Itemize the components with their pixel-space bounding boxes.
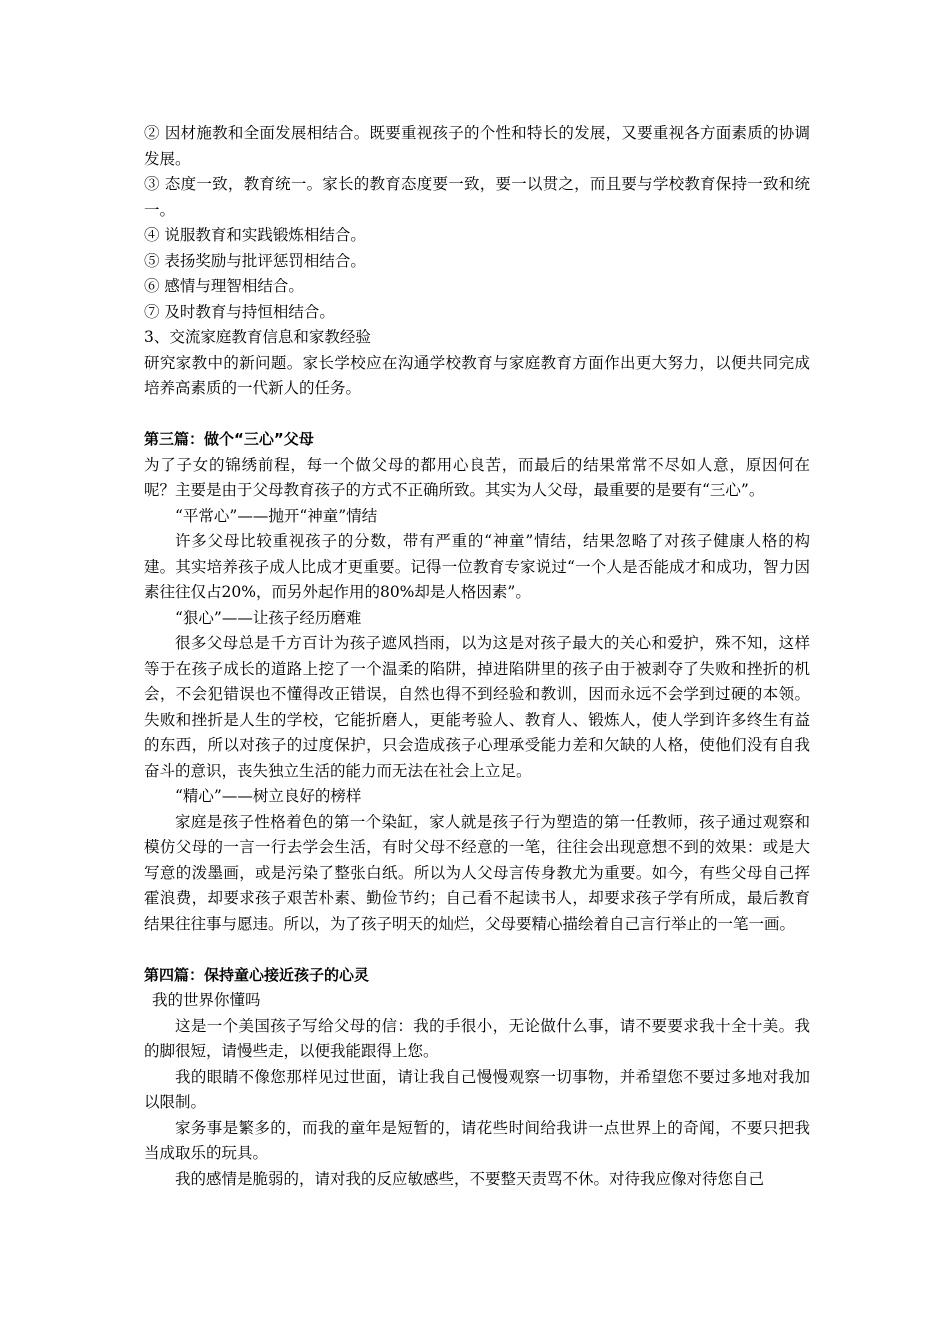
paragraph: 我的感情是脆弱的，请对我的反应敏感些，不要整天责骂不休。对待我应像对待您自己: [175, 1169, 765, 1188]
section-title: 第四篇：保持童心接近孩子的心灵: [144, 965, 370, 984]
paragraph: 许多父母比较重视孩子的分数，带有严重的“神童”情结，结果忽略了对孩子健康人格的构建。其实培养孩子成人比成才更重要。记得一位教育专家说过“一个人是否能成才和成功，智力因素往往仅占20%，而另外起作用的80%却是人格因素”。: [144, 532, 810, 601]
subheading: “精心”——树立良好的榜样: [175, 787, 362, 805]
subheading: 我的世界你懂吗: [152, 991, 261, 1009]
point-heading: 3、交流家庭教育信息和家教经验: [144, 328, 371, 346]
paragraph: 研究家教中的新问题。家长学校应在沟通学校教育与家庭教育方面作出更大努力，以便共同完成培养高素质的一代新人的任务。: [144, 353, 810, 397]
list-item: ⑥ 感情与理智相结合。: [144, 277, 304, 295]
paragraph: 这是一个美国孩子写给父母的信：我的手很小，无论做什么事，请不要要求我十全十美。我的脚很短，请慢些走，以便我能跟得上您。: [144, 1016, 810, 1060]
list-item: ⑦ 及时教育与持恒相结合。: [144, 302, 335, 321]
spacer: [144, 402, 810, 428]
list-item: ⑤ 表扬奖励与批评惩罚相结合。: [144, 251, 366, 270]
list-item: ④ 说服教育和实践锻炼相结合。: [144, 226, 366, 244]
subheading: “狠心”——让孩子经历磨难: [175, 608, 362, 627]
paragraph: 很多父母总是千方百计为孩子遮风挡雨，以为这是对孩子最大的关心和爱护，殊不知，这样等于在孩子成长的道路上挖了一个温柔的陷阱，掉进陷阱里的孩子由于被剥夺了失败和挫折的机会，不会犯错误也不懂得改正错误，自然也得不到经验和教训，因而永远不会学到过硬的本领。失败和挫折是人生的学校，它能折磨人，更能考验人、教育人、锻炼人，使人学到许多终生有益的东西，所以对孩子的过度保护，只会造成孩子心理承受能力差和欠缺的人格，使他们没有自我奋斗的意识，丧失独立生活的能力而无法在社会上立足。: [144, 634, 810, 780]
section-title: 第三篇：做个“三心”父母: [144, 430, 314, 448]
spacer: [144, 937, 810, 963]
paragraph: 家务事是繁多的，而我的童年是短暂的，请花些时间给我讲一点世界上的奇闻，不要只把我当成取乐的玩具。: [144, 1118, 810, 1162]
paragraph: 为了子女的锦绣前程，每一个做父母的都用心良苦，而最后的结果常常不尽如人意，原因何在呢？主要是由于父母教育孩子的方式不正确所致。其实为人父母，最重要的是要有“三心”。: [144, 455, 810, 499]
paragraph: 我的眼睛不像您那样见过世面，请让我自己慢慢观察一切事物，并希望您不要过多地对我加以限制。: [144, 1067, 810, 1111]
paragraph: 家庭是孩子性格着色的第一个染缸，家人就是孩子行为塑造的第一任教师，孩子通过观察和模仿父母的一言一行去学会生活，有时父母不经意的一笔，往往会出现意想不到的效果：或是大写意的泼墨画，或是污染了整张白纸。所以为人父母言传身教尤为重要。如今，有些父母自己挥霍浪费，却要求孩子艰苦朴素、勤俭节约；自己看不起读书人，却要求孩子学有所成，最后教育结果往往事与愿违。所以，为了孩子明天的灿烂，父母要精心描绘着自己言行举止的一笔一画。: [144, 812, 810, 933]
subheading: “平常心”——抛开“神童”情结: [175, 506, 378, 525]
list-item: ③ 态度一致，教育统一。家长的教育态度要一致，要一以贯之，而且要与学校教育保持一致和统一。: [144, 175, 810, 219]
list-item: ② 因材施教和全面发展相结合。既要重视孩子的个性和特长的发展，又要重视各方面素质的协调发展。: [144, 124, 810, 168]
